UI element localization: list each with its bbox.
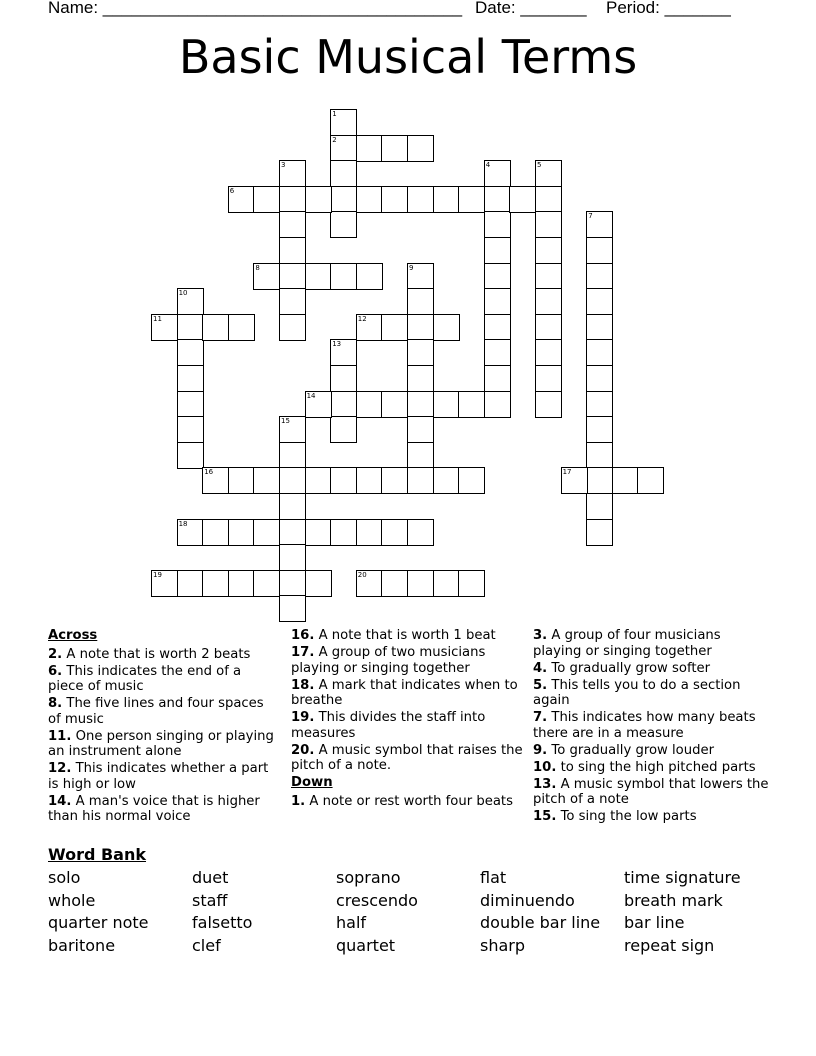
crossword-cell[interactable]: [586, 365, 613, 392]
crossword-cell[interactable]: [177, 570, 204, 597]
clue-number: 4: [485, 161, 491, 170]
clue-across-14: 14. A man's voice that is higher than his normal voice: [48, 793, 260, 824]
crossword-cell[interactable]: [228, 570, 255, 597]
clue-number: 11: [153, 314, 162, 323]
crossword-cell[interactable]: [535, 263, 562, 290]
crossword-cell[interactable]: [279, 314, 306, 341]
clue-down-4: 4. To gradually grow softer: [533, 660, 711, 676]
crossword-cell[interactable]: [279, 160, 306, 187]
crossword-cell[interactable]: [407, 416, 434, 443]
crossword-cell[interactable]: [535, 211, 562, 238]
clue-number: 8: [255, 263, 260, 272]
crossword-cell[interactable]: [484, 211, 511, 238]
crossword-cell[interactable]: [509, 186, 536, 213]
crossword-cell[interactable]: [177, 519, 204, 546]
crossword-cell[interactable]: [330, 186, 357, 213]
word-bank-item: quartet: [336, 935, 396, 955]
crossword-cell[interactable]: [433, 186, 460, 213]
crossword-cell[interactable]: [407, 391, 434, 418]
crossword-cell[interactable]: [561, 467, 588, 494]
clues-column-1: [48, 628, 280, 826]
crossword-cell[interactable]: [279, 211, 306, 238]
crossword-cell[interactable]: [253, 467, 280, 494]
crossword-cell[interactable]: [433, 467, 460, 494]
crossword-cell[interactable]: [330, 211, 357, 238]
clue-number: 6: [229, 186, 235, 195]
crossword-cell[interactable]: [586, 519, 613, 546]
clue-across-12: 12. This indicates whether a part is high or low: [48, 761, 269, 792]
crossword-cell[interactable]: [330, 135, 357, 162]
crossword-cell[interactable]: [637, 467, 664, 494]
clue-number: 18: [178, 519, 188, 528]
clue-number: 17: [562, 468, 572, 477]
clue-across-6: 6. This indicates the end of a piece of music: [48, 663, 242, 694]
crossword-cell[interactable]: [177, 314, 204, 341]
crossword-cell[interactable]: [535, 288, 562, 315]
date-field[interactable]: Date: _______: [475, 0, 587, 17]
clue-number: 10: [178, 289, 188, 298]
crossword-cell[interactable]: [177, 442, 204, 469]
word-bank-item: staff: [192, 890, 228, 910]
clue-number: 5: [537, 161, 542, 170]
clue-number: 16: [204, 468, 214, 477]
crossword-cell[interactable]: [330, 263, 357, 290]
crossword-cell[interactable]: [381, 391, 408, 418]
crossword-cell[interactable]: [407, 135, 434, 162]
clue-number: 14: [306, 391, 316, 400]
crossword-cell[interactable]: [586, 263, 613, 290]
crossword-cell[interactable]: [279, 237, 306, 264]
crossword-cell[interactable]: [586, 442, 613, 469]
word-bank-item: baritone: [48, 935, 116, 955]
crossword-cell[interactable]: [330, 391, 357, 418]
word-bank-item: quarter note: [48, 913, 149, 933]
crossword-cell[interactable]: [356, 467, 383, 494]
clue-number: 20: [357, 570, 367, 579]
clue-number: 19: [153, 570, 162, 579]
crossword-cell[interactable]: [279, 263, 306, 290]
crossword-cell[interactable]: [305, 391, 332, 418]
crossword-cell[interactable]: [356, 263, 383, 290]
crossword-cell[interactable]: [279, 519, 306, 546]
word-bank-item: whole: [48, 890, 96, 910]
clue-down-10: 10. to sing the high pitched parts: [533, 759, 756, 775]
crossword-cell[interactable]: [381, 519, 408, 546]
clue-down-7: 7. This indicates how many beats there are in a measure: [533, 710, 756, 741]
crossword-cell[interactable]: [177, 288, 204, 315]
crossword-cell[interactable]: [177, 339, 204, 366]
crossword-cell[interactable]: [253, 186, 280, 213]
crossword-cell[interactable]: [586, 467, 613, 494]
crossword-cell[interactable]: [586, 288, 613, 315]
crossword-cell[interactable]: [381, 467, 408, 494]
word-bank-item: flat: [480, 868, 507, 887]
crossword-cell[interactable]: [330, 339, 357, 366]
crossword-cell[interactable]: [330, 519, 357, 546]
clue-number: 13: [332, 340, 342, 349]
crossword-cell[interactable]: [356, 519, 383, 546]
word-bank-item: double bar line: [480, 913, 601, 933]
crossword-cell[interactable]: [305, 519, 332, 546]
crossword-cell[interactable]: [535, 365, 562, 392]
crossword-cell[interactable]: [535, 314, 562, 341]
crossword-cell[interactable]: [330, 160, 357, 187]
name-field[interactable]: Name: ______________________________________: [48, 0, 463, 17]
clue-down-5: 5. This tells you to do a section again: [533, 677, 741, 708]
word-bank-list: [48, 868, 788, 968]
clue-across-8: 8. The five lines and four spaces of music: [48, 696, 264, 727]
crossword-cell[interactable]: [484, 237, 511, 264]
word-bank-item: crescendo: [336, 890, 418, 910]
crossword-cell[interactable]: [535, 237, 562, 264]
crossword-cell[interactable]: [228, 314, 255, 341]
page-title: Basic Musical Terms: [178, 30, 638, 84]
crossword-cell[interactable]: [279, 544, 306, 571]
down-heading: Down: [291, 775, 333, 790]
crossword-cell[interactable]: [407, 365, 434, 392]
crossword-cell[interactable]: [407, 288, 434, 315]
crossword-cell[interactable]: [253, 570, 280, 597]
clue-across-20: 20. A music symbol that raises the pitch of a note.: [291, 742, 523, 773]
crossword-cell[interactable]: [253, 519, 280, 546]
crossword-cell[interactable]: [202, 570, 229, 597]
clue-down-15: 15. To sing the low parts: [533, 809, 697, 824]
clue-down-1: 1. A note or rest worth four beats: [291, 793, 513, 809]
crossword-cell[interactable]: [484, 263, 511, 290]
crossword-cell[interactable]: [177, 416, 204, 443]
crossword-cell[interactable]: [407, 467, 434, 494]
crossword-cell[interactable]: [381, 135, 408, 162]
clue-across-11: 11. One person singing or playing an instrument alone: [48, 728, 274, 759]
crossword-cell[interactable]: [202, 314, 229, 341]
clue-number: 2: [332, 135, 337, 144]
crossword-cell[interactable]: [484, 391, 511, 418]
crossword-cell[interactable]: [177, 365, 204, 392]
clue-number: 15: [281, 417, 290, 426]
crossword-cell[interactable]: [279, 416, 306, 443]
crossword-cell[interactable]: [305, 570, 332, 597]
word-bank-item: duet: [192, 868, 229, 887]
crossword-cell[interactable]: [407, 519, 434, 546]
word-bank-item: breath mark: [624, 890, 723, 910]
crossword-cell[interactable]: [586, 493, 613, 520]
crossword-cell[interactable]: [458, 570, 485, 597]
crossword-cell[interactable]: [202, 467, 229, 494]
crossword-cell[interactable]: [330, 109, 357, 136]
clue-number: 1: [332, 110, 337, 118]
clue-number: 9: [409, 263, 414, 272]
clue-down-13: 13. A music symbol that lowers the pitch of a note: [533, 776, 769, 807]
crossword-cell[interactable]: [202, 519, 229, 546]
crossword-cell[interactable]: [356, 314, 383, 341]
crossword-cell[interactable]: [228, 519, 255, 546]
crossword-cell[interactable]: [458, 391, 485, 418]
crossword-cell[interactable]: [586, 211, 613, 238]
clue-across-2: 2. A note that is worth 2 beats: [48, 646, 251, 662]
crossword-cell[interactable]: [305, 186, 332, 213]
crossword-cell[interactable]: [484, 339, 511, 366]
crossword-cell[interactable]: [484, 314, 511, 341]
crossword-cell[interactable]: [279, 493, 306, 520]
clues-column-3: [533, 628, 773, 826]
clue-across-16: 16. A note that is worth 1 beat: [291, 628, 496, 643]
clue-number: 3: [281, 161, 286, 170]
clue-down-3: 3. A group of four musicians playing or singing together: [533, 628, 721, 659]
across-heading: Across: [48, 628, 98, 643]
crossword-cell[interactable]: [177, 391, 204, 418]
crossword-cell[interactable]: [279, 570, 306, 597]
clues-column-2: [291, 628, 523, 811]
crossword-cell[interactable]: [407, 339, 434, 366]
crossword-cell[interactable]: [458, 467, 485, 494]
word-bank-item: solo: [48, 868, 81, 887]
clue-number: 12: [357, 314, 367, 323]
crossword-cell[interactable]: [356, 570, 383, 597]
crossword-cell[interactable]: [381, 570, 408, 597]
word-bank-item: clef: [192, 935, 221, 955]
crossword-cell[interactable]: [407, 314, 434, 341]
crossword-cell[interactable]: [458, 186, 485, 213]
crossword-cell[interactable]: [433, 570, 460, 597]
crossword-cell[interactable]: [586, 416, 613, 443]
word-bank-heading: Word Bank: [48, 845, 147, 864]
crossword-cell[interactable]: [535, 339, 562, 366]
crossword-cell[interactable]: [586, 339, 613, 366]
crossword-cell[interactable]: [151, 314, 178, 341]
word-bank-item: sharp: [480, 935, 526, 955]
crossword-cell[interactable]: [253, 263, 280, 290]
clue-across-17: 17. A group of two musicians playing or singing together: [291, 645, 486, 676]
crossword-cell[interactable]: [381, 314, 408, 341]
crossword-cell[interactable]: [356, 186, 383, 213]
crossword-cell[interactable]: [484, 288, 511, 315]
crossword-cell[interactable]: [228, 186, 255, 213]
clue-across-19: 19. This divides the staff into measures: [291, 710, 486, 741]
crossword-cell[interactable]: [330, 467, 357, 494]
crossword-cell[interactable]: [586, 391, 613, 418]
crossword-cell[interactable]: [151, 570, 178, 597]
crossword-cell[interactable]: [330, 416, 357, 443]
crossword-cell[interactable]: [612, 467, 639, 494]
crossword-cell[interactable]: [407, 442, 434, 469]
crossword-cell[interactable]: [535, 391, 562, 418]
crossword-cell[interactable]: [407, 186, 434, 213]
crossword-cell[interactable]: [381, 186, 408, 213]
crossword-cell[interactable]: [305, 467, 332, 494]
word-bank: [48, 845, 788, 968]
crossword-cell[interactable]: [484, 186, 511, 213]
word-bank-item: falsetto: [192, 913, 253, 933]
crossword-cell[interactable]: [228, 467, 255, 494]
crossword-cell[interactable]: [279, 467, 306, 494]
word-bank-item: diminuendo: [480, 890, 575, 910]
crossword-cell[interactable]: [356, 135, 383, 162]
crossword-cell[interactable]: [433, 391, 460, 418]
crossword-cell[interactable]: [305, 263, 332, 290]
word-bank-item: soprano: [336, 868, 401, 887]
crossword-cell[interactable]: [535, 186, 562, 213]
clue-across-18: 18. A mark that indicates when to breathe: [291, 677, 518, 708]
crossword-cell[interactable]: [279, 186, 306, 213]
crossword-cell[interactable]: [279, 595, 306, 622]
crossword-cell[interactable]: [433, 314, 460, 341]
word-bank-item: half: [336, 913, 367, 933]
crossword-cell[interactable]: [407, 570, 434, 597]
crossword-cell[interactable]: [535, 160, 562, 187]
word-bank-item: time signature: [624, 868, 741, 887]
word-bank-item: bar line: [624, 913, 685, 933]
crossword-cell[interactable]: [484, 160, 511, 187]
crossword-cell[interactable]: [330, 365, 357, 392]
period-field[interactable]: Period: _______: [606, 0, 731, 17]
crossword-cell[interactable]: [279, 442, 306, 469]
crossword-cell[interactable]: [279, 288, 306, 315]
clue-number: 7: [588, 212, 593, 221]
crossword-cell[interactable]: [356, 391, 383, 418]
crossword-cell[interactable]: [407, 263, 434, 290]
clue-down-9: 9. To gradually grow louder: [533, 742, 715, 758]
crossword-cell[interactable]: [586, 237, 613, 264]
word-bank-item: repeat sign: [624, 935, 715, 955]
crossword-cell[interactable]: [484, 365, 511, 392]
crossword-cell[interactable]: [586, 314, 613, 341]
